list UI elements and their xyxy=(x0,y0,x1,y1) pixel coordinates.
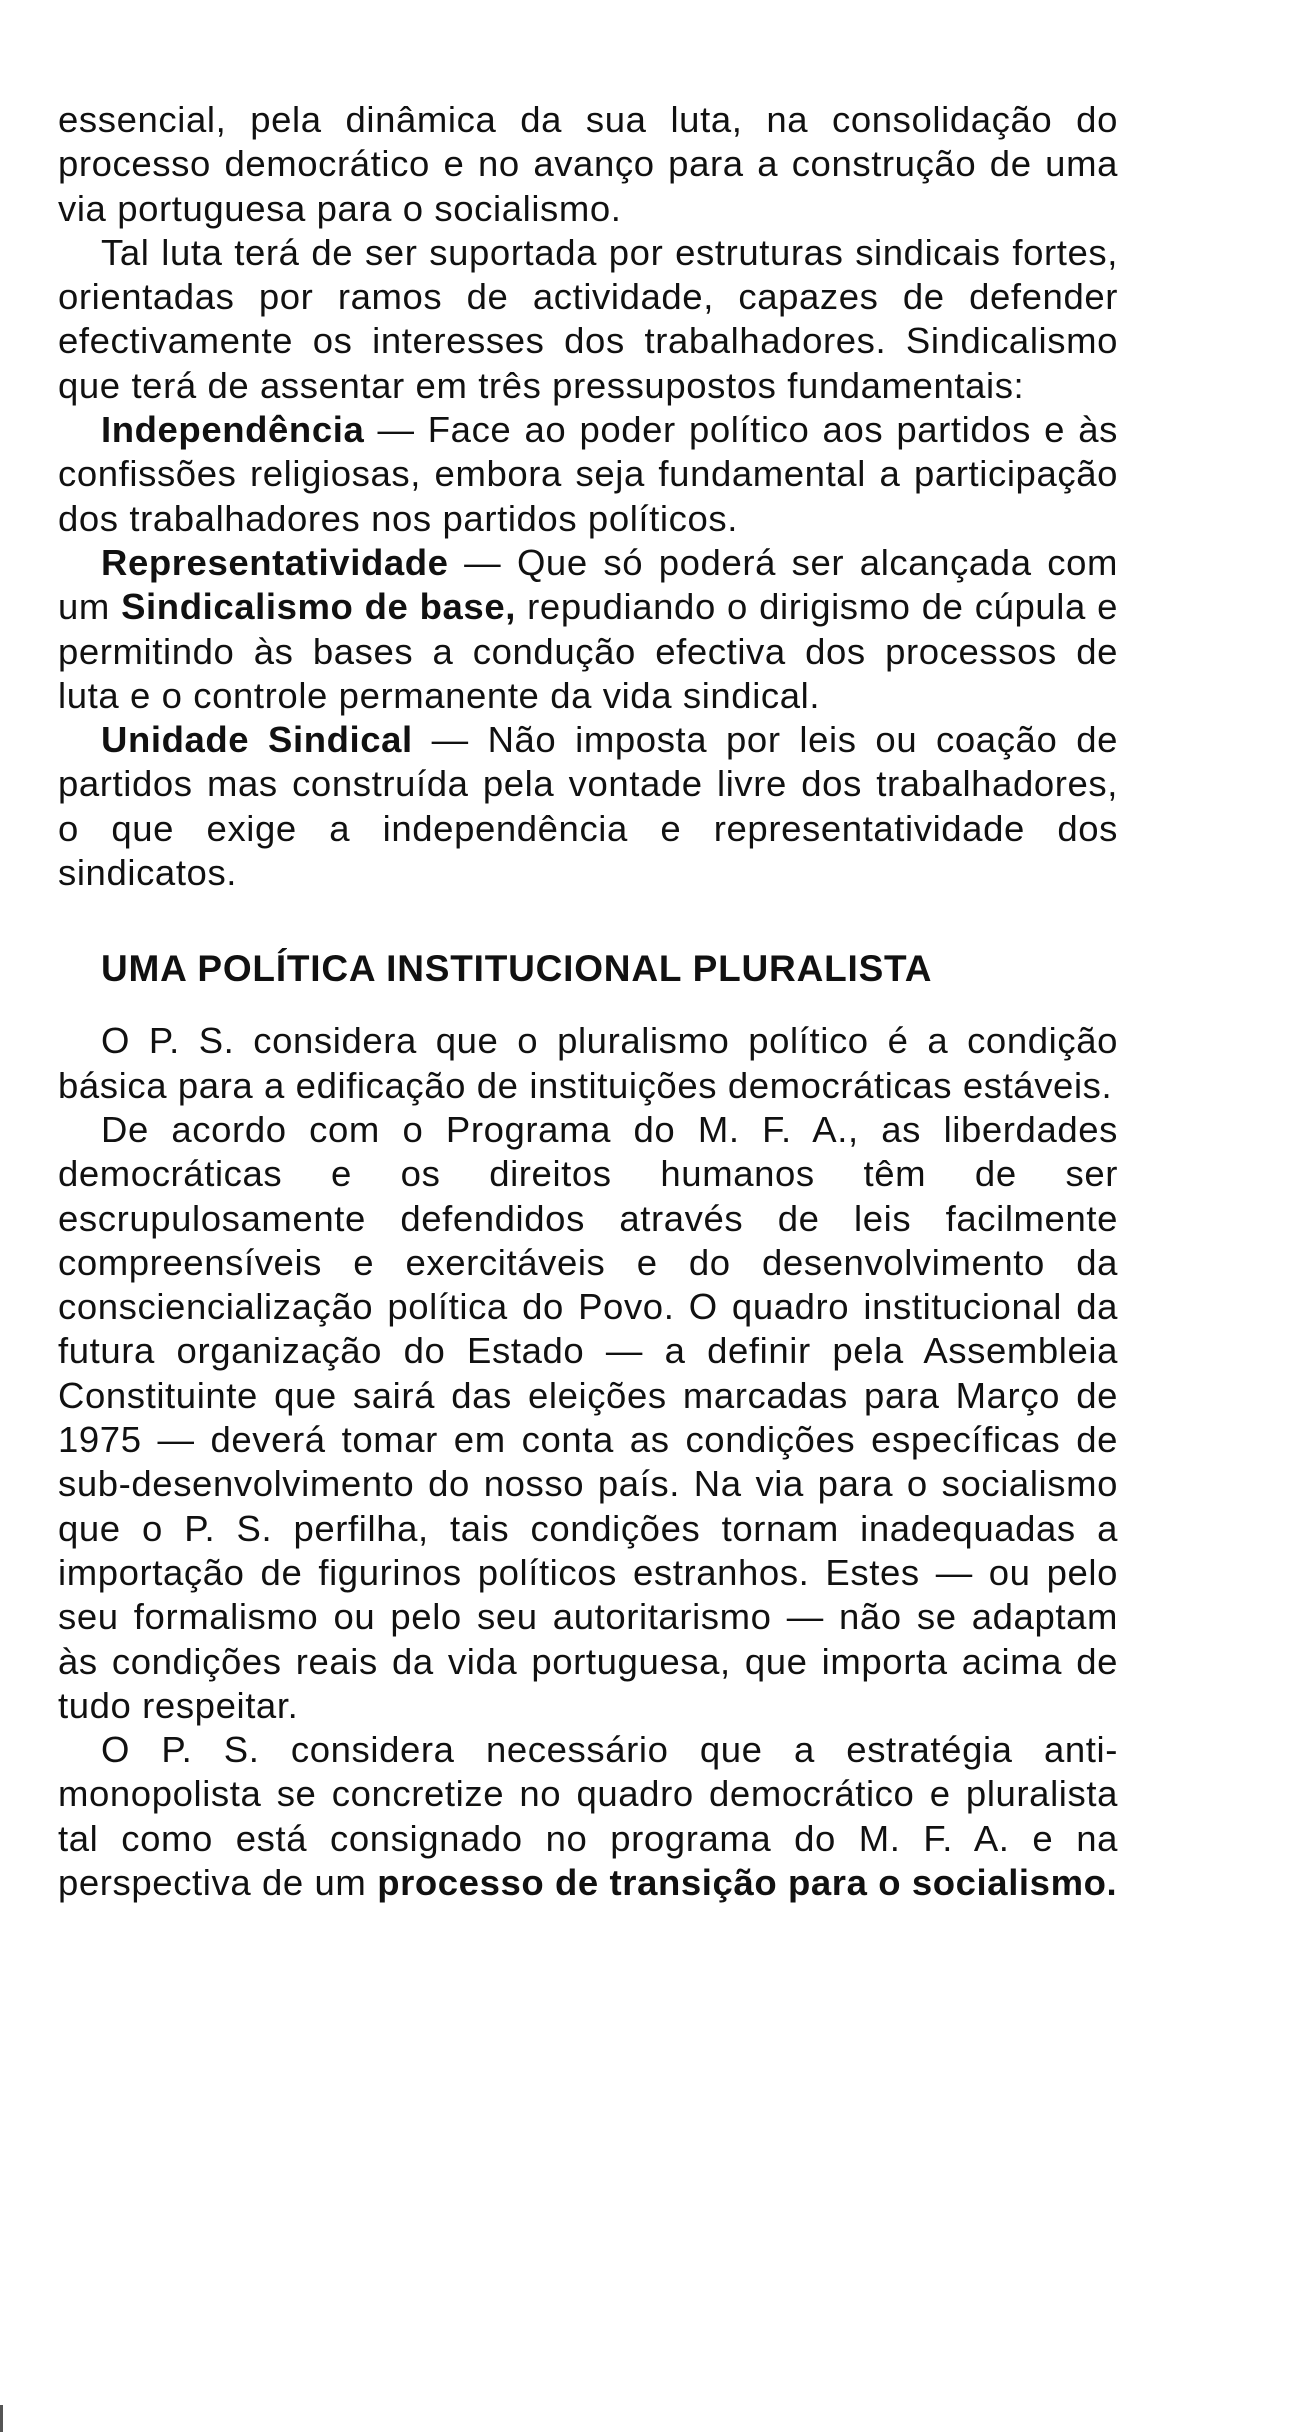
section-heading: UMA POLÍTICA INSTITUCIONAL PLURALISTA xyxy=(101,948,933,990)
section-p2-text: De acordo com o Programa do M. F. A., as liberdades democráticas e os direitos humanos têm de ser escrupulosamente defendidos através de leis facilmente compreensíveis e exercitáveis e do desenvolvimento da consciencialização política do Povo. O quadro institucional da futura organização do Estado — a definir pela Assembleia Constituinte que sairá das eleições marcadas para Março de 1975 — deverá tomar em conta as condições específicas de sub-desenvolvimento do nosso país. Na via para o socialismo que o P. S. perfilha, tais condições tornam inadequadas a importação de figurinos políticos estranhos. Estes — ou pelo seu formalismo ou pelo seu autoritarismo — não se adaptam às condições reais da vida portuguesa, que importa acima de tudo respeitar. xyxy=(58,1108,1118,1726)
representatividade-text-before: Que só poderá ser alcançada com um xyxy=(58,541,1118,628)
sindicalismo-de-base: Sindicalismo de base, xyxy=(121,586,516,628)
paragraph-unidade xyxy=(58,718,1118,895)
processo-de-transicao: processo de transição para o socialismo. xyxy=(377,1861,1118,1903)
section-paragraph-2 xyxy=(58,1108,1118,1728)
dash-representatividade: — xyxy=(448,541,517,583)
paragraph-representatividade xyxy=(58,541,1118,718)
representatividade-text-after: repudiando o dirigismo de cúpula e permitindo às bases a condução efectiva dos processos de luta e o controle permanente da vida sindical. xyxy=(58,586,1118,716)
unidade-text: Não imposta por leis ou coação de partidos mas construída pela vontade livre dos trabalhadores, o que exige a independência e representatividade dos sindicatos. xyxy=(58,719,1118,894)
paragraph-independencia xyxy=(58,408,1118,541)
intro-text: essencial, pela dinâmica da sua luta, na consolidação do processo democrático e no avanço para a construção de uma via portuguesa para o socialismo. xyxy=(58,99,1118,229)
intro-paragraph xyxy=(58,98,1118,231)
independencia-text: Face ao poder político aos partidos e às confissões religiosas, embora seja fundamental a participação dos trabalhadores nos partidos políticos. xyxy=(58,409,1118,539)
document-body xyxy=(58,98,1118,1905)
dash-unidade: — xyxy=(412,719,488,761)
paragraph-luta-text: Tal luta terá de ser suportada por estruturas sindicais fortes, orientadas por ramos de actividade, capazes de defender efectivamente os interesses dos trabalhadores. Sindicalismo que terá de assentar em três pressupostos fundamentais: xyxy=(58,231,1118,406)
paragraph-luta xyxy=(58,231,1118,408)
term-representatividade: Representatividade xyxy=(101,541,449,583)
term-independencia: Independência xyxy=(101,409,365,451)
section-p1-text: O P. S. considera que o pluralismo político é a condição básica para a edificação de instituições democráticas estáveis. xyxy=(58,1020,1118,1106)
section-paragraph-1 xyxy=(58,1019,1118,1108)
term-unidade-sindical: Unidade Sindical xyxy=(101,719,413,761)
margin-mark xyxy=(0,2405,3,2432)
section-paragraph-3 xyxy=(58,1728,1118,1905)
dash-independencia: — xyxy=(364,409,428,451)
section-p3-text: O P. S. considera necessário que a estratégia anti-monopolista se concretize no quadro democrático e pluralista tal como está consignado no programa do M. F. A. e na perspectiva de um xyxy=(58,1729,1118,1903)
